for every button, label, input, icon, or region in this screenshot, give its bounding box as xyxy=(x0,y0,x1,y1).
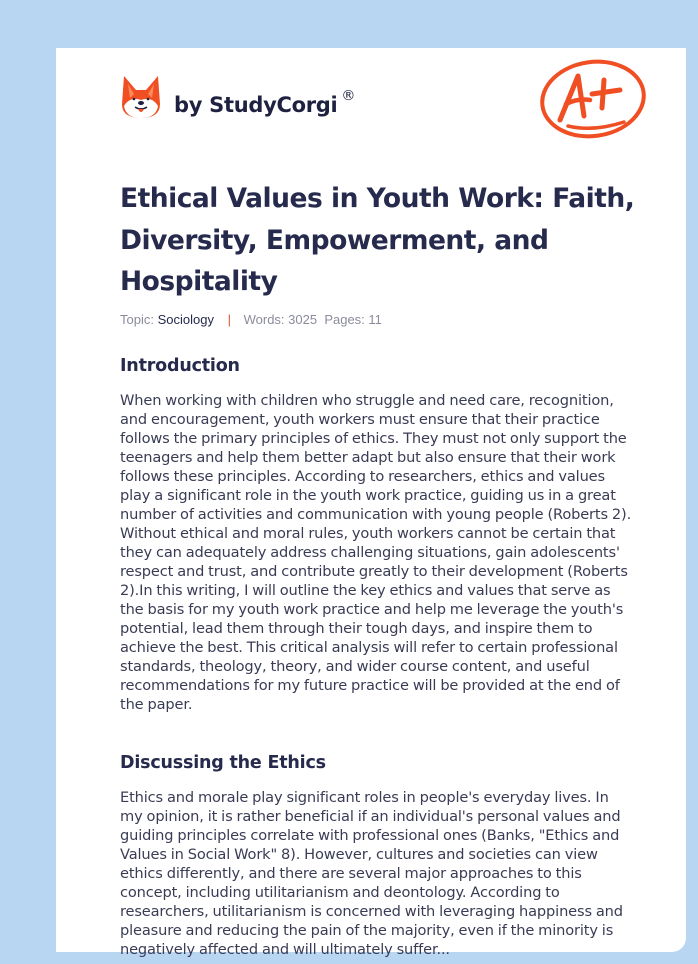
document-title: Ethical Values in Youth Work: Faith, Diversity, Empowerment, and Hospitality xyxy=(120,183,635,297)
brand-name: by StudyCorgi ® xyxy=(174,88,356,117)
topic-label: Topic: xyxy=(120,312,154,327)
section-heading-discussing-ethics: Discussing the Ethics xyxy=(120,753,326,773)
corgi-icon xyxy=(120,74,162,125)
word-count: Words: 3025 xyxy=(243,312,318,327)
meta-separator: | xyxy=(227,312,231,327)
topic-link[interactable]: Sociology xyxy=(157,312,214,327)
section-heading-introduction: Introduction xyxy=(120,356,240,376)
document-meta xyxy=(120,312,382,327)
page-count: Pages: 11 xyxy=(324,312,382,327)
section-body-introduction: When working with children who struggle and need care, recognition, and encouragement, youth workers must ensure that their practice follows the primary principles of ethics. They must not only support the teenagers and help them better adapt but also ensure that their work follows these principles. According to researchers, ethics and values play a significant role in the youth work practice, guiding us in a great number of activities and communication with young people (Roberts 2). Without ethical and moral rules, youth workers cannot be certain that they can adequately address challenging situations, gain adolescents' respect and trust, and contribute greatly to their development (Roberts 2).In this writing, I will outline the key ethics and values that serve as the basis for my youth work practice and help me leverage the youth's potential, lead them through their tough days, and inspire them to achieve the best. This critical analysis will refer to certain professional standards, theology, theory, and wider course content, and useful recommendations for my future practice will be provided at the end of the paper. xyxy=(120,392,632,713)
studycorgi-logo[interactable] xyxy=(120,74,355,125)
section-body-discussing-ethics: Ethics and morale play significant roles in people's everyday lives. In my opinion, it is rather beneficial if an individual's personal values and guiding principles correlate with professional ones (Banks, "Ethics and Values in Social Work" 8). However, cultures and societies can view ethics differently, and there are several major approaches to this concept, including utilitarianism and deontology. According to researchers, utilitarianism is concerned with leveraging happiness and pleasure and reducing the pain of the majority, even if the minority is negatively affected and will ultimately suffer... xyxy=(120,789,623,958)
a-plus-grade-icon xyxy=(538,58,648,145)
